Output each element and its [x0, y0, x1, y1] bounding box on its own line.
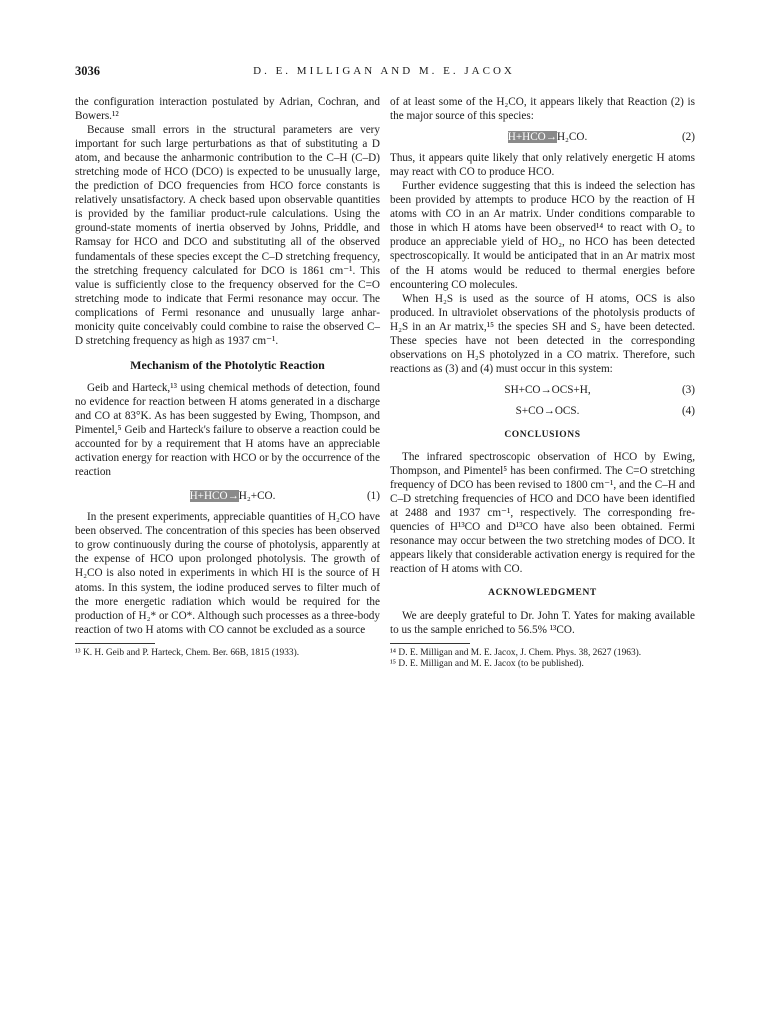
conclusions-heading: CONCLUSIONS: [504, 429, 581, 440]
equation-1: [75, 489, 380, 503]
equation-4: [390, 404, 695, 418]
equation-number: (2): [681, 131, 695, 144]
footnote: ¹⁵ D. E. Milligan and M. E. Jacox (to be published).: [390, 658, 584, 669]
left-column: [75, 95, 380, 659]
footnote: ¹³ K. H. Geib and P. Harteck, Chem. Ber. 66B, 1815 (1933).: [75, 647, 300, 658]
equation-highlight: H+HCO→: [189, 490, 239, 503]
equation-text: S+CO→OCS.: [515, 404, 580, 417]
acknowledgment-heading: ACKNOWLEDGMENT: [488, 588, 597, 599]
equation-3: [390, 383, 695, 397]
right-column: [390, 95, 695, 670]
paragraph: Further evidence suggesting that this is indeed the selection has been provided by attempts to produce HCO by the reaction of H atoms with CO in an Ar matrix. Under conditions comparable to those in which H atoms have been observed¹⁴ to react with O₂ to produce an appreciable yield of HO₂, no HCO has been detected spectroscopically. It would be anticipated that in an Ar matrix most of the H atoms would be reduced to thermal energies before encountering CO molecules.: [390, 180, 695, 291]
equation-highlight: H+HCO→: [507, 131, 557, 144]
equation-number: (3): [681, 383, 695, 396]
equation-number: (4): [681, 404, 695, 417]
footnote: ¹⁴ D. E. Milligan and M. E. Jacox, J. Chem. Phys. 38, 2627 (1963).: [390, 647, 642, 658]
section-heading: Mechanism of the Photolytic Reaction: [130, 357, 325, 372]
equation-text: H₂+CO.: [238, 490, 276, 503]
paragraph: When H₂S is used as the source of H atoms, OCS is also produced. In ultraviolet observations of the photolysis products of H₂S in an Ar matrix,¹⁵ the species SH and S₂ have been detected. These species have not been detected in the corresponding observations on H₂S photolyzed in a CO matrix. Therefore, such reactions as (3) and (4) must occur in this system:: [390, 292, 695, 375]
footnote-rule: [390, 643, 470, 644]
paragraph: Because small errors in the structural parameters are very important for such large perturbations as that of substituting a D atom, and because the anharmonic contribution to the C–H (C–D) stretching mode of HCO (DCO) is expected to be unusually large, the prediction of DCO frequencies from HCO force constants is relatively unsatisfactory. A check based upon observable quantities is provided by the familiar product-rule calculations. Using the ground-state moments of inertia observed by Johns, Priddle, and Ramsay for HCO and DCO and substituting all of the observed fundamentals of these species except the C–D stretching frequency, the stretching frequency calculated for DCO is 1861 cm⁻¹. This value is sufficiently close to the frequency observed for the C=O stretching mode to indicate that Fermi resonance may occur. The complications of Fermi resonance and unusually large anharmonicity quite conceivably could combine to raise the observed C–D stretching frequency as high as 1937 cm⁻¹.: [75, 124, 380, 347]
paragraph: the configuration interaction postulated by Adrian, Cochran, and Bowers.¹²: [75, 96, 380, 123]
paragraph: Thus, it appears quite likely that only relatively energetic H atoms may react with CO to produce HCO.: [390, 152, 695, 179]
equation-number: (1): [366, 490, 380, 503]
running-title: D. E. MILLIGAN AND M. E. JACOX: [253, 65, 515, 77]
footnote-rule: [75, 643, 155, 644]
page-header: [75, 64, 693, 80]
paragraph: We are deeply grateful to Dr. John T. Yates for making available to us the sample enriched to 56.5% ¹³CO.: [390, 609, 695, 636]
paragraph: of at least some of the H₂CO, it appears likely that Reaction (2) is the major source of this species:: [390, 96, 695, 123]
paragraph: The infrared spectroscopic observation of HCO by Ewing, Thompson, and Pimentel⁵ has been confirmed. The C=O stretching frequency of DCO has been revised to 1800 cm⁻¹, and the C–H and C–D stretching frequencies of HCO and DCO have been identified at 2488 and 1937 cm⁻¹, respectively. The corresponding frequencies of H¹³CO and D¹³CO have also been obtained. Fermi resonance may occur between the two stretching modes of DCO. It appears likely that considerable activation energy is required for the reaction of H atoms with CO.: [390, 451, 695, 576]
paragraph: Geib and Harteck,¹³ using chemical methods of detection, found no evidence for reaction between H atoms generated in a discharge and CO at 83°K. As has been suggested by Ewing, Thompson, and Pimentel,⁵ Geib and Harteck's failure to observe a reaction could be accounted for by a requirement that H atoms have an appreciable activation energy for reaction with HCO or by the occurrence of the reaction: [75, 381, 380, 479]
equation-text: SH+CO→OCS+H,: [504, 383, 591, 396]
paragraph: In the present experiments, appreciable quantities of H₂CO have been observed. The concentration of this species has been observed to grow continuously during the course of photolysis, apparently at the expense of HCO upon prolonged photolysis. The growth of H₂CO is also noted in experiments in which HI is the source of H atoms. In this system, the iodine produced serves to filter much of the more energetic radiation which would be required for the production of H₂* or CO*. Although such processes as a three-body reaction of two H atoms with CO cannot be excluded as a source: [75, 511, 380, 636]
equation-2: [390, 130, 695, 144]
page-number: 3036: [75, 64, 100, 78]
equation-text: H₂CO.: [556, 131, 588, 144]
